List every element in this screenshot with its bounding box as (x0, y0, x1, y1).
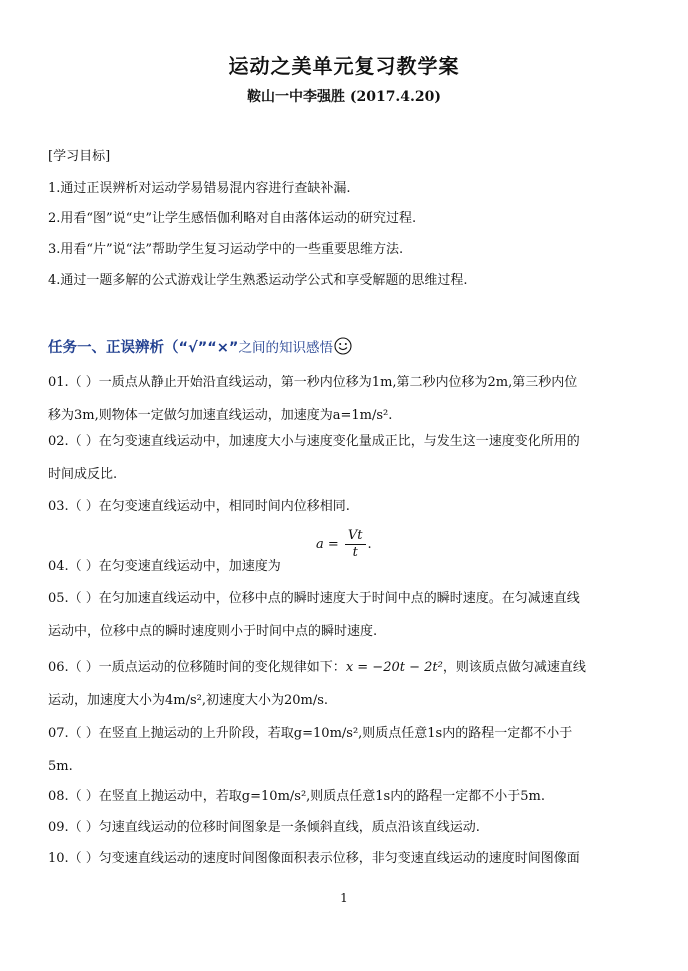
objective-item: 3.用看“片”说“法”帮助学生复习运动学中的一些重要思维方法. (48, 242, 404, 257)
question-text: 移为3m,则物体一定做匀加速直线运动，加速度为a=1m/s². (48, 408, 393, 423)
question-09 (48, 811, 648, 844)
question-text: 10.（ ）匀变速直线运动的速度时间图像面积表示位移，非匀变速直线运动的速度时间图像面 (48, 851, 580, 866)
question-text: ，则该质点做匀减速直线 (442, 660, 586, 675)
formula-fraction (345, 528, 366, 561)
formula-period: . (367, 537, 372, 552)
question-06 (48, 651, 648, 717)
question-text: 时间成反比. (48, 467, 118, 482)
question-07 (48, 717, 648, 783)
section-title: 任务一、正误辨析（“√”“×” (48, 340, 239, 356)
question-10 (48, 842, 648, 875)
question-text: 07.（ ）在竖直上抛运动的上升阶段，若取g=10m/s²,则质点任意1s内的路程一定都不小于 (48, 726, 573, 741)
question-08 (48, 780, 648, 813)
question-text: 05.（ ）在匀加速直线运动中，位移中点的瞬时速度大于时间中点的瞬时速度。在匀减速直线 (48, 591, 580, 606)
question-text: 运动，加速度大小为4m/s²,初速度大小为20m/s. (48, 693, 329, 708)
smiley-icon (334, 337, 352, 355)
question-text: 09.（ ）匀速直线运动的位移时间图象是一条倾斜直线，质点沿该直线运动. (48, 820, 480, 835)
question-05 (48, 582, 648, 648)
question-text: 06.（ ）一质点运动的位移随时间的变化规律如下： (48, 660, 346, 675)
author-line: 鞍山一中李强胜 (2017.4.20) (246, 89, 442, 105)
objective-item: 4.通过一题多解的公式游戏让学生熟悉运动学公式和享受解题的思维过程. (48, 273, 468, 288)
question-text: 01.（ ）一质点从静止开始沿直线运动，第一秒内位移为1m,第二秒内位移为2m,第三秒内位 (48, 375, 578, 390)
formula-a-vt-over-t (316, 528, 372, 561)
formula-denominator: t (352, 545, 358, 560)
page-number: 1 (340, 891, 348, 905)
section-subtitle: 之间的知识感悟 (238, 340, 333, 356)
objective-item: 2.用看“图”说“史”让学生感悟伽利略对自由落体运动的研究过程. (48, 211, 417, 226)
question-text: 02.（ ）在匀变速直线运动中，加速度大小与速度变化量成正比，与发生这一速度变化所用的 (48, 434, 580, 449)
question-text: 08.（ ）在竖直上抛运动中，若取g=10m/s²,则质点任意1s内的路程一定都不小于5m. (48, 789, 545, 804)
question-text: 04.（ ）在匀变速直线运动中，加速度为 (48, 559, 281, 574)
question-text: 03.（ ）在匀变速直线运动中，相同时间内位移相同. (48, 499, 350, 514)
question-01 (48, 366, 648, 432)
question-02 (48, 425, 648, 491)
formula-displacement: x = −20t − 2t² (345, 660, 443, 675)
question-text: 5m. (48, 759, 73, 774)
objectives-heading: [学习目标] (48, 149, 111, 164)
objective-item: 1.通过正误辨析对运动学易错易混内容进行查缺补漏. (48, 181, 351, 196)
question-line (48, 651, 648, 684)
formula-numerator: Vt (345, 528, 366, 545)
question-03 (48, 490, 648, 523)
formula-lhs: a = (316, 537, 339, 552)
document-title: 运动之美单元复习教学案 (228, 54, 460, 78)
question-text: 运动中，位移中点的瞬时速度则小于时间中点的瞬时速度. (48, 624, 378, 639)
section-heading (48, 336, 352, 357)
